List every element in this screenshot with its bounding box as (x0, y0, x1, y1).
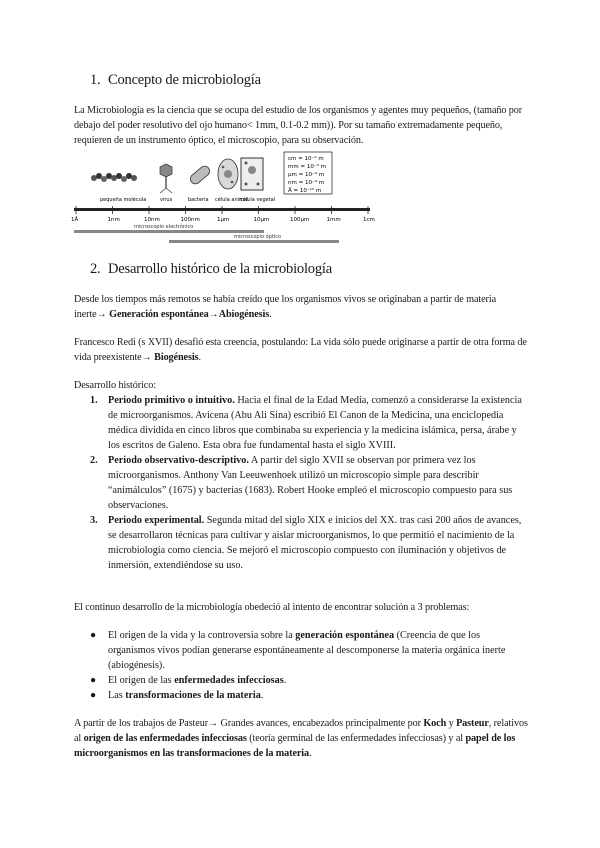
text-run: . (260, 690, 264, 701)
period-title: Periodo observativo-descriptivo. (108, 455, 249, 466)
section-1-number: 1. (90, 72, 101, 88)
period-text: Hacia el final de la Edad Media, comenzó a considerarse la existencia de microorganismos. Avicena (Abu Ali Sina) escribió El Canon de la Medicina, una enciclopedia médica dividida en cinco libros que combinaba su experiencia y la medicina islámica, persa, árabe y los escritos de Galeno. Esta obra fue fundamental hasta el siglo XVIII. (108, 395, 522, 451)
list-number: 2. (90, 455, 98, 466)
problem-item (90, 688, 528, 703)
bold-term: Biogénesis (154, 352, 199, 363)
scale-tick-label: 1mm (326, 217, 341, 223)
scale-tick-label: 100nm (180, 217, 200, 223)
section-2-heading (90, 261, 332, 278)
section-1-title: Concepto de microbiología (108, 72, 261, 88)
section-2-number: 2. (90, 261, 101, 277)
period-title: Periodo primitivo o intuitivo. (108, 395, 235, 406)
text-run: . (309, 748, 312, 759)
bold-term: Pasteur (456, 718, 489, 729)
figure-label: bacteria (188, 197, 209, 203)
text-run: El origen de las (108, 675, 175, 686)
scale-tick-label: 1Å (71, 217, 79, 223)
scale-tick-label: 10nm (144, 217, 160, 223)
animal-cell-illustration (218, 159, 238, 189)
unit-line: cm = 10⁻² m (288, 156, 324, 162)
text-run: Francesco Redi (s XVII) desafió esta creencia, postulando: La vida sólo puede originarse a partir de otra forma de vida preexistente→ (74, 337, 527, 363)
bold-term: transformaciones de la materia (125, 690, 261, 701)
optical-range-bar (169, 240, 339, 243)
period-title: Periodo experimental. (108, 515, 205, 526)
text-run: Desde los tiempos más remotos se había creído que los organismos vivos se originaban a partir de materia inerte→ (74, 294, 496, 320)
paragraph-historic-intro: Desarrollo histórico: (74, 380, 156, 391)
virus-illustration (160, 164, 172, 193)
scale-tick-label: 1nm (107, 217, 120, 223)
list-number: 3. (90, 515, 98, 526)
text-run: El origen de la vida y la controversia sobre la (108, 630, 296, 641)
period-text: Segunda mitad del siglo XIX e inicios del XX. tras casi 200 años de avances, se desarrollaron técnicas para cultivar y aislar microorganismos, lo que permitió el nacimiento de la microbiología como ciencia. Se mejoró el microscopio compuesto con iluminación y objetivos de inmersión, extendiéndose su uso. (108, 515, 522, 571)
section-1-heading (90, 72, 261, 89)
bullet-icon: ● (90, 630, 97, 641)
electron-range-label: microscopio electrónico (134, 224, 194, 230)
text-run: . (269, 309, 272, 320)
paragraph-abiogenesis (74, 292, 528, 322)
unit-line: µm = 10⁻⁶ m (288, 172, 325, 178)
period-item (90, 393, 528, 453)
problems-list (90, 628, 528, 703)
scale-tick-label: 1cm (363, 217, 375, 223)
figure-label: virus (160, 197, 173, 203)
problem-item (90, 673, 528, 688)
figure-label: célula vegetal (240, 197, 276, 203)
paragraph-pasteur-koch (74, 716, 528, 761)
bullet-icon: ● (90, 690, 97, 701)
period-item (90, 453, 528, 513)
unit-line: Å = 10⁻¹⁰ m (288, 188, 322, 194)
molecule-illustration (91, 173, 137, 182)
periods-list (90, 393, 528, 573)
bold-term: generación espontánea (295, 630, 395, 641)
paragraph-problems-intro: El continuo desarrollo de la microbiología obedeció al intento de encontrar solución a 3 problemas: (74, 602, 470, 613)
units-legend (284, 152, 332, 194)
section-2-title: Desarrollo histórico de la microbiología (108, 261, 332, 277)
paragraph-biogenesis (74, 335, 528, 365)
text-run: . (198, 352, 201, 363)
bold-term: origen de las enfermedades infecciosas (83, 733, 247, 744)
plant-cell-illustration (241, 158, 263, 190)
text-run: (teoría germinal de las enfermedades infecciosas) y al (246, 733, 466, 744)
period-item (90, 513, 528, 573)
size-scale-figure (71, 148, 375, 246)
bold-term: Koch (423, 718, 447, 729)
optical-range-label: microscopio óptico (234, 234, 282, 240)
period-text: A partir del siglo XVII se observan por primera vez los microorganismos. Anthony Van Leeuwenhoek utilizó un microscopio simple para describir “animálculos” (1675) y bacterias (1683). Robert Hooke empleó el microscopio compuesto para sus observaciones. (108, 455, 513, 511)
scale-tick-label: 100µm (290, 217, 310, 223)
list-number: 1. (90, 395, 98, 406)
bold-term: Generación espontánea→Abiogénesis (109, 309, 270, 320)
bold-term: papel de los microorganismos en las transformaciones de la materia (74, 733, 516, 759)
text-run: Las (108, 690, 126, 701)
section-1-paragraph: La Microbiología es la ciencia que se ocupa del estudio de los organismos y agentes muy pequeños, (tamaño por debajo del poder resolutivo del ojo humano< 1mm, 0.1-0.2 mm)). Por su tamaño extremadamente pequeño, requieren de un instrumento óptico, el microscopio, para su observación. (74, 105, 523, 146)
bold-term: enfermedades infecciosas (174, 675, 284, 686)
electron-range-bar (74, 230, 264, 233)
unit-line: nm = 10⁻⁹ m (288, 180, 325, 186)
figure-label: pequeña molécula (100, 197, 147, 203)
text-run: y (446, 718, 457, 729)
figure-label: célula animal (215, 197, 249, 203)
unit-line: mm = 10⁻³ m (288, 164, 327, 170)
text-run: A partir de los trabajos de Pasteur→ Grandes avances, encabezados principalmente por (74, 718, 424, 729)
bacteria-illustration (188, 164, 211, 186)
text-run: , relativos al (74, 718, 528, 744)
text-run: (Creencia de que los organismos vivos podían generarse espontáneamente al descomponerse la materia orgánica inerte (abiogénesis). (108, 630, 506, 671)
problem-item (90, 628, 528, 673)
scale-tick-label: 10µm (253, 217, 270, 223)
bullet-icon: ● (90, 675, 97, 686)
text-run: . (283, 675, 287, 686)
scale-tick-label: 1µm (217, 217, 230, 223)
